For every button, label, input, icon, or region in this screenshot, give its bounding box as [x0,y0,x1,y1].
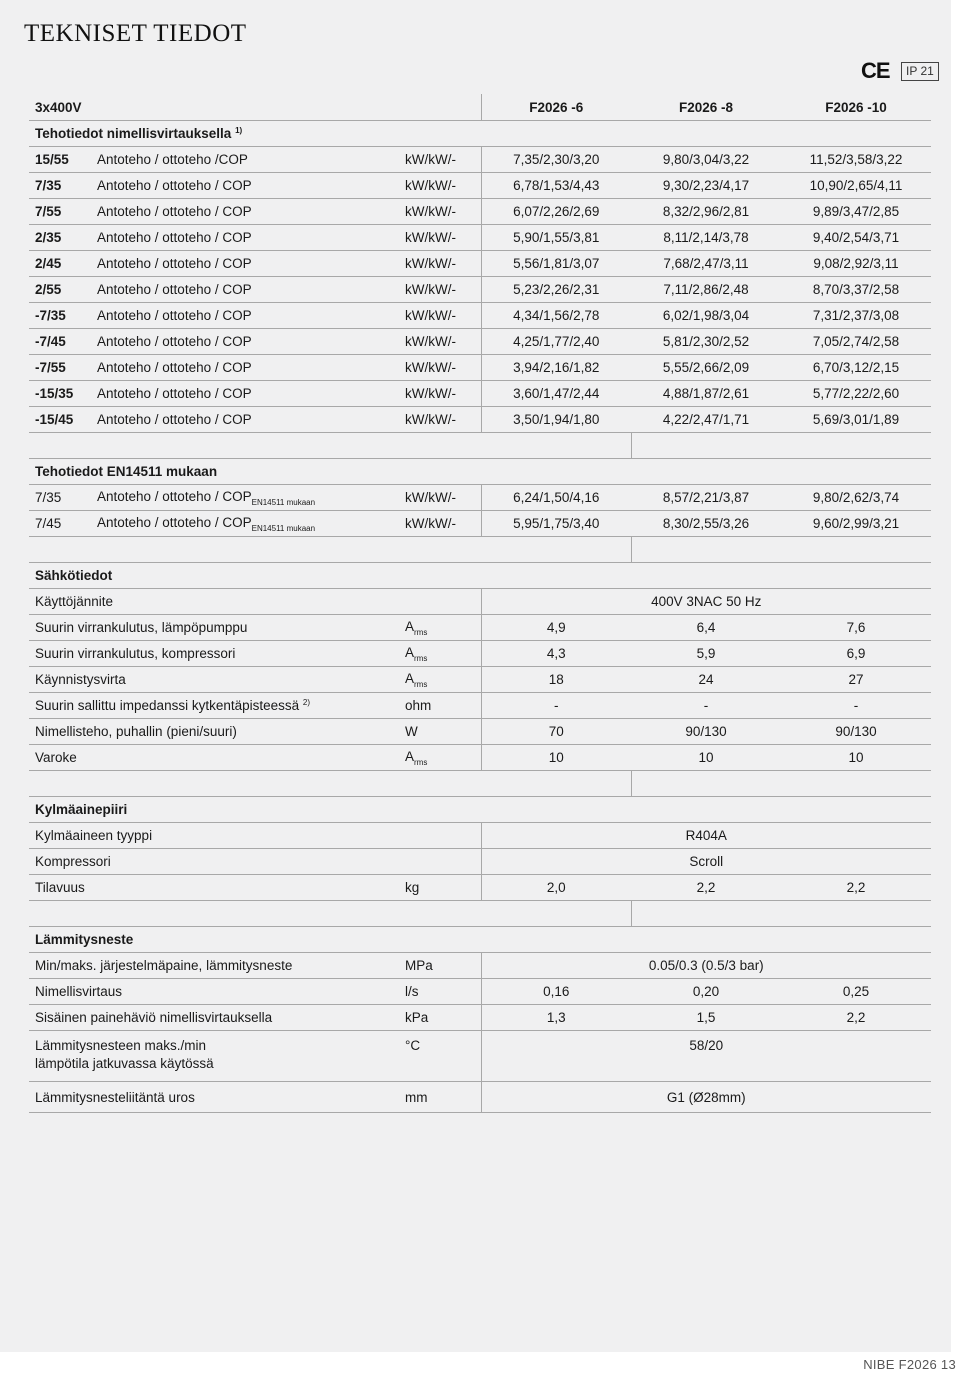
section-title: Tehotiedot nimellisvirtauksella $^{1)}$ [29,121,481,147]
section-title: Kylmäainepiiri [29,797,481,823]
empty-cell [29,771,631,797]
unit-cell: kW/kW/- [399,277,481,303]
description-cell: Antoteho / ottoteho /COP [91,147,399,173]
value-cell: 9,80/2,62/3,74 [781,485,931,511]
label-cell [29,641,399,667]
empty-cell [631,771,781,797]
value-cell: R404A [481,823,931,849]
section-en14511 [29,459,931,485]
empty-cell [781,459,931,485]
table-row [29,173,931,199]
description-text: Antoteho / ottoteho / COP [97,514,252,530]
label-text: Suurin sallittu impedanssi kytkentäpisteessä [35,698,300,713]
unit-cell: kPa [399,1005,481,1031]
condition-cell: -7/45 [29,329,91,355]
condition-cell: -15/45 [29,407,91,433]
value-cell: 5,69/3,01/1,89 [781,407,931,433]
spacer-row [29,901,931,927]
unit-cell: °C [399,1031,481,1082]
section-refrigerant [29,797,931,823]
unit-cell: l/s [399,979,481,1005]
ip-rating-badge: IP 21 [901,62,939,81]
table-row [29,641,931,667]
section-heating-fluid [29,927,931,953]
label-cell [29,745,399,771]
value-cell: 3,94/2,16/1,82 [481,355,631,381]
value-cell: 6,78/1,53/4,43 [481,173,631,199]
empty-cell [781,771,931,797]
table-row [29,1031,931,1082]
value-cell: 4,3 [481,641,631,667]
value-cell: 5,23/2,26/2,31 [481,277,631,303]
page-title: TEKNISET TIEDOT [24,20,247,47]
empty-cell [29,433,631,459]
value-cell: 0.05/0.3 (0.5/3 bar) [481,953,931,979]
empty-cell [631,901,781,927]
value-cell: 3,60/1,47/2,44 [481,381,631,407]
unit-subscript: rms [414,627,428,637]
value-cell: - [781,693,931,719]
section-rated [29,121,931,147]
unit-cell: mm [399,1082,481,1113]
description-subscript: EN14511 mukaan [251,497,316,507]
value-cell: 0,25 [781,979,931,1005]
value-cell: 9,40/2,54/3,71 [781,225,931,251]
unit-cell [399,719,481,745]
label-cell: Lämmitysnesteen maks./min lämpötila jatkuvassa käytössä [29,1031,399,1082]
value-cell: 2,2 [781,875,931,901]
value-cell: 9,08/2,92/3,11 [781,251,931,277]
description-cell: Antoteho / ottoteho / COP [91,173,399,199]
unit-cell: kW/kW/- [399,511,481,537]
label-cell: Sisäinen painehäviö nimellisvirtauksella [29,1005,399,1031]
empty-cell [781,537,931,563]
value-cell: 8,70/3,37/2,58 [781,277,931,303]
empty-cell [631,459,781,485]
label-cell: Käyttöjännite [29,589,481,615]
page-footer: NIBE F2026 13 [863,1357,956,1372]
value-cell: 10 [781,745,931,771]
description-cell: Antoteho / ottoteho / COP [91,199,399,225]
empty-cell [781,563,931,589]
label-text: Nimellisteho, puhallin (pieni/suuri) [35,724,237,739]
description-subscript: EN14511 mukaan [251,523,316,533]
label-text: Varoke [35,750,77,765]
value-cell: Scroll [481,849,931,875]
label-cell: Kompressori [29,849,481,875]
table-row [29,1005,931,1031]
unit-cell: MPa [399,953,481,979]
description-cell [91,485,399,511]
table-row [29,199,931,225]
unit-cell [399,641,481,667]
value-cell: 7,35/2,30/3,20 [481,147,631,173]
unit-cell [399,615,481,641]
description-cell: Antoteho / ottoteho / COP [91,225,399,251]
unit-subscript: rms [414,757,428,767]
unit-cell [399,667,481,693]
value-cell: 24 [631,667,781,693]
value-cell: 3,50/1,94/1,80 [481,407,631,433]
condition-cell: 7/55 [29,199,91,225]
table-row [29,979,931,1005]
table-row [29,667,931,693]
value-cell: 5,9 [631,641,781,667]
footnote-marker: 2) [302,698,311,707]
condition-cell: -7/55 [29,355,91,381]
table-row [29,251,931,277]
value-cell: 6,07/2,26/2,69 [481,199,631,225]
unit-text: W [405,724,418,739]
label-cell: Tilavuus [29,875,399,901]
description-cell: Antoteho / ottoteho / COP [91,329,399,355]
label-cell: Nimellisvirtaus [29,979,399,1005]
value-cell: 5,95/1,75/3,40 [481,511,631,537]
empty-cell [781,797,931,823]
description-cell: Antoteho / ottoteho / COP [91,277,399,303]
ce-mark-icon: CE [861,58,890,83]
empty-cell [781,927,931,953]
table-row [29,277,931,303]
voltage-header: 3x400V [29,94,481,121]
table-row [29,147,931,173]
value-cell: 4,22/2,47/1,71 [631,407,781,433]
table-row [29,615,931,641]
table-row [29,693,931,719]
value-cell: 1,5 [631,1005,781,1031]
value-cell: 58/20 [481,1031,931,1082]
table-row [29,953,931,979]
unit-cell: kW/kW/- [399,303,481,329]
spacer-row [29,537,931,563]
value-cell: 4,9 [481,615,631,641]
model-header: F2026 -6 [481,94,631,121]
condition-cell: -7/35 [29,303,91,329]
value-cell: 7,31/2,37/3,08 [781,303,931,329]
unit-cell: kW/kW/- [399,199,481,225]
table-row [29,355,931,381]
section-title: Lämmitysneste [29,927,481,953]
unit-cell: kW/kW/- [399,225,481,251]
table-row [29,511,931,537]
value-cell: 7,6 [781,615,931,641]
description-cell: Antoteho / ottoteho / COP [91,355,399,381]
empty-cell [631,797,781,823]
header-row [29,94,931,121]
value-cell: 5,55/2,66/2,09 [631,355,781,381]
label-cell [29,667,399,693]
value-cell: 9,60/2,99/3,21 [781,511,931,537]
unit-cell: kW/kW/- [399,407,481,433]
value-cell: 7,68/2,47/3,11 [631,251,781,277]
label-cell: Lämmitysnesteliitäntä uros [29,1082,399,1113]
unit-text: A [405,748,415,764]
table-row [29,823,931,849]
label-text: Suurin virrankulutus, lämpöpumppu [35,620,248,635]
value-cell: 90/130 [631,719,781,745]
condition-cell: -15/35 [29,381,91,407]
unit-subscript: rms [414,653,428,663]
value-cell: 4,88/1,87/2,61 [631,381,781,407]
value-cell: 11,52/3,58/3,22 [781,147,931,173]
description-cell: Antoteho / ottoteho / COP [91,303,399,329]
value-cell: 4,25/1,77/2,40 [481,329,631,355]
description-cell [91,511,399,537]
empty-cell [631,927,781,953]
value-cell: - [631,693,781,719]
section-electrical [29,563,931,589]
empty-cell [631,563,781,589]
value-cell: 8,11/2,14/3,78 [631,225,781,251]
unit-cell: kW/kW/- [399,147,481,173]
table-row [29,719,931,745]
value-cell: 70 [481,719,631,745]
value-cell: 400V 3NAC 50 Hz [481,589,931,615]
description-cell: Antoteho / ottoteho / COP [91,407,399,433]
value-cell: - [481,693,631,719]
table-row [29,745,931,771]
value-cell: 9,30/2,23/4,17 [631,173,781,199]
table-row [29,1082,931,1113]
value-cell: 5,81/2,30/2,52 [631,329,781,355]
label-cell [29,719,399,745]
unit-cell: kW/kW/- [399,173,481,199]
value-cell: 0,20 [631,979,781,1005]
section-title: Tehotiedot EN14511 mukaan [29,459,481,485]
spacer-row [29,433,931,459]
condition-cell: 2/35 [29,225,91,251]
value-cell: 7,05/2,74/2,58 [781,329,931,355]
condition-cell: 2/55 [29,277,91,303]
value-cell: 8,32/2,96/2,81 [631,199,781,225]
unit-subscript: rms [414,679,428,689]
empty-cell [29,537,631,563]
label-text: Käynnistysvirta [35,672,126,687]
condition-cell: 7/45 [29,511,91,537]
value-cell: 5,56/1,81/3,07 [481,251,631,277]
condition-cell: 7/35 [29,173,91,199]
value-cell: 5,77/2,22/2,60 [781,381,931,407]
label-cell [29,693,399,719]
table-row [29,407,931,433]
value-cell: 7,11/2,86/2,48 [631,277,781,303]
condition-cell: 2/45 [29,251,91,277]
unit-cell: kW/kW/- [399,355,481,381]
section-title: Sähkötiedot [29,563,481,589]
table-row [29,875,931,901]
value-cell: 10,90/2,65/4,11 [781,173,931,199]
value-cell: 27 [781,667,931,693]
unit-cell: kW/kW/- [399,329,481,355]
unit-cell [399,693,481,719]
empty-cell [781,433,931,459]
value-cell: 1,3 [481,1005,631,1031]
value-cell: 6,02/1,98/3,04 [631,303,781,329]
value-cell: 2,2 [631,875,781,901]
condition-cell: 7/35 [29,485,91,511]
value-cell: 2,2 [781,1005,931,1031]
value-cell: 6,4 [631,615,781,641]
spacer-row [29,771,931,797]
value-cell: 8,30/2,55/3,26 [631,511,781,537]
value-cell: 5,90/1,55/3,81 [481,225,631,251]
value-cell: 10 [631,745,781,771]
empty-cell [481,797,631,823]
label-cell: Min/maks. järjestelmäpaine, lämmitysneste [29,953,399,979]
description-cell: Antoteho / ottoteho / COP [91,381,399,407]
footnote-marker: 1) [235,126,243,135]
value-cell: 8,57/2,21/3,87 [631,485,781,511]
model-header: F2026 -10 [781,94,931,121]
empty-cell [631,121,781,147]
empty-cell [481,459,631,485]
model-header: F2026 -8 [631,94,781,121]
empty-cell [29,901,631,927]
unit-cell: kW/kW/- [399,485,481,511]
value-cell: 18 [481,667,631,693]
table-row [29,485,931,511]
unit-cell [399,745,481,771]
description-cell: Antoteho / ottoteho / COP [91,251,399,277]
label-cell [29,615,399,641]
value-cell: 90/130 [781,719,931,745]
unit-cell: kW/kW/- [399,381,481,407]
empty-cell [781,901,931,927]
empty-cell [631,537,781,563]
description-text: Antoteho / ottoteho / COP [97,488,252,504]
empty-cell [481,121,631,147]
unit-text: A [405,618,415,634]
value-cell: 10 [481,745,631,771]
value-cell: 4,34/1,56/2,78 [481,303,631,329]
value-cell: 6,24/1,50/4,16 [481,485,631,511]
value-cell: 9,80/3,04/3,22 [631,147,781,173]
label-text: Suurin virrankulutus, kompressori [35,646,236,661]
table-row [29,225,931,251]
label-cell: Kylmäaineen tyyppi [29,823,481,849]
value-cell: G1 (Ø28mm) [481,1082,931,1113]
unit-text: A [405,670,415,686]
table-row [29,381,931,407]
table-row [29,329,931,355]
empty-cell [781,121,931,147]
value-cell: 2,0 [481,875,631,901]
value-cell: 6,70/3,12/2,15 [781,355,931,381]
unit-text: ohm [405,698,432,713]
table-row [29,849,931,875]
value-cell: 0,16 [481,979,631,1005]
table-row [29,589,931,615]
value-cell: 6,9 [781,641,931,667]
condition-cell: 15/55 [29,147,91,173]
table-row [29,303,931,329]
empty-cell [481,927,631,953]
value-cell: 9,89/3,47/2,85 [781,199,931,225]
empty-cell [481,563,631,589]
unit-cell: kW/kW/- [399,251,481,277]
unit-cell: kg [399,875,481,901]
empty-cell [631,433,781,459]
unit-text: A [405,644,415,660]
spec-table [29,94,931,1113]
